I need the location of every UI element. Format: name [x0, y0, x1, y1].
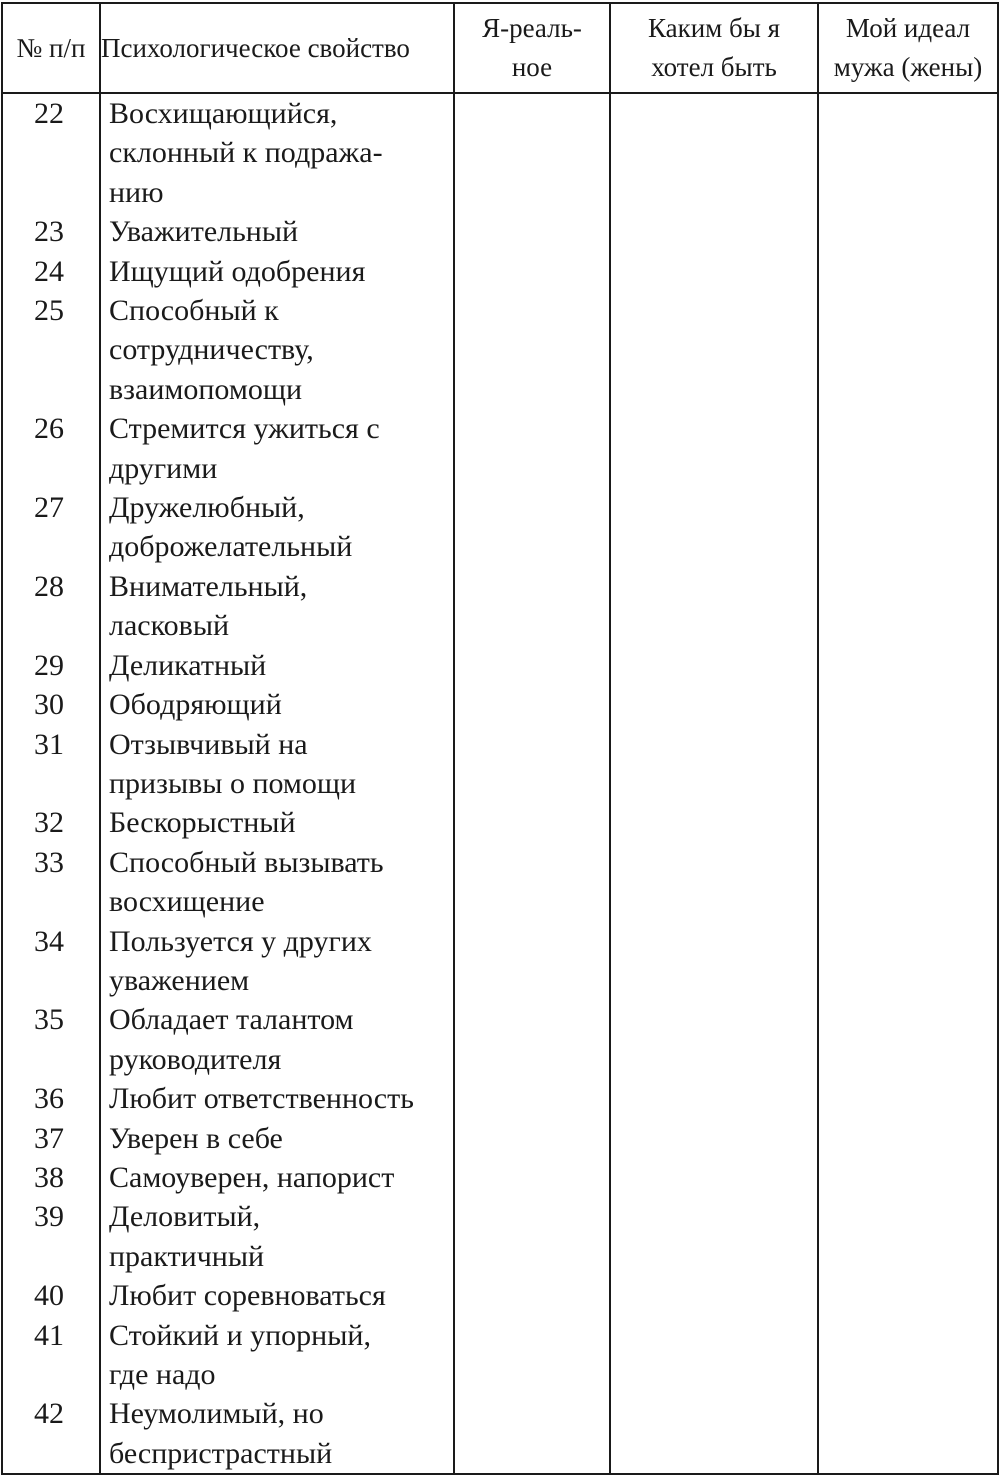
row-property-line: восхищение [109, 885, 265, 919]
cell-real-self[interactable] [454, 409, 610, 488]
cell-ideal-spouse[interactable] [818, 843, 998, 922]
row-property-line: Стойкий и упорный, [109, 1318, 371, 1352]
row-number: 24 [2, 252, 100, 291]
table-row [2, 1276, 998, 1315]
cell-ideal-spouse[interactable] [818, 212, 998, 251]
cell-desired-self[interactable] [610, 725, 818, 804]
cell-real-self[interactable] [454, 291, 610, 409]
row-number: 34 [2, 922, 100, 1001]
table-row [2, 1119, 998, 1158]
cell-desired-self[interactable] [610, 212, 818, 251]
table-row [2, 1000, 998, 1079]
cell-ideal-spouse[interactable] [818, 409, 998, 488]
row-property-line: Уважительный [109, 215, 299, 249]
row-property [100, 685, 454, 724]
header-desired-self-line: Каким бы я [647, 13, 781, 43]
row-number: 28 [2, 567, 100, 646]
header-row [2, 3, 998, 93]
cell-desired-self[interactable] [610, 567, 818, 646]
cell-desired-self[interactable] [610, 1316, 818, 1395]
row-property-line: призывы о помощи [109, 766, 357, 800]
table-header [2, 3, 998, 93]
row-property [100, 1276, 454, 1315]
cell-real-self[interactable] [454, 646, 610, 685]
table-row [2, 212, 998, 251]
header-real-self-line: Я-реаль- [482, 13, 582, 43]
header-real-self-line: ное [511, 52, 553, 82]
cell-real-self[interactable] [454, 252, 610, 291]
row-property [100, 922, 454, 1001]
row-property [100, 252, 454, 291]
cell-real-self[interactable] [454, 922, 610, 1001]
row-property-line: сотрудничеству, [109, 333, 314, 367]
cell-desired-self[interactable] [610, 922, 818, 1001]
table-row [2, 803, 998, 842]
row-number: 25 [2, 291, 100, 409]
row-number: 29 [2, 646, 100, 685]
cell-real-self[interactable] [454, 488, 610, 567]
row-property [100, 212, 454, 251]
cell-real-self[interactable] [454, 1079, 610, 1118]
cell-ideal-spouse[interactable] [818, 93, 998, 212]
header-desired-self-line: хотел быть [651, 52, 777, 82]
table-row [2, 843, 998, 922]
row-property-line: практичный [109, 1239, 265, 1273]
cell-ideal-spouse[interactable] [818, 1276, 998, 1315]
row-property-line: склонный к подража- [109, 136, 383, 170]
header-ideal-spouse-line: мужа (жены) [833, 52, 983, 82]
header-number-text: № п/п [16, 32, 86, 63]
row-number: 37 [2, 1119, 100, 1158]
row-property [100, 1079, 454, 1118]
row-number: 27 [2, 488, 100, 567]
header-number [2, 3, 100, 93]
row-number: 22 [2, 93, 100, 212]
row-property [100, 567, 454, 646]
table-row [2, 409, 998, 488]
table-row [2, 685, 998, 724]
row-property [100, 1316, 454, 1395]
cell-desired-self[interactable] [610, 803, 818, 842]
cell-ideal-spouse[interactable] [818, 725, 998, 804]
header-ideal-spouse [818, 3, 998, 93]
row-property-line: Деликатный [109, 648, 267, 682]
header-ideal-spouse-line: Мой идеал [845, 13, 971, 43]
table-row [2, 567, 998, 646]
cell-real-self[interactable] [454, 1276, 610, 1315]
row-property-line: Неумолимый, но [109, 1397, 324, 1431]
cell-ideal-spouse[interactable] [818, 567, 998, 646]
header-property [100, 3, 454, 93]
row-property-line: руководителя [109, 1042, 282, 1076]
cell-desired-self[interactable] [610, 252, 818, 291]
row-property-line: другими [109, 451, 218, 485]
cell-ideal-spouse[interactable] [818, 1079, 998, 1118]
table-row [2, 922, 998, 1001]
cell-real-self[interactable] [454, 1316, 610, 1395]
row-number: 32 [2, 803, 100, 842]
row-property-line: Восхищающийся, [109, 97, 338, 130]
cell-ideal-spouse[interactable] [818, 488, 998, 567]
cell-ideal-spouse[interactable] [818, 1119, 998, 1158]
row-property [100, 803, 454, 842]
row-number: 39 [2, 1197, 100, 1276]
cell-desired-self[interactable] [610, 93, 818, 212]
row-property-line: Любит ответственность [109, 1082, 414, 1116]
cell-desired-self[interactable] [610, 291, 818, 409]
row-property-line: Ищущий одобрения [109, 254, 366, 288]
cell-real-self[interactable] [454, 843, 610, 922]
cell-ideal-spouse[interactable] [818, 1394, 998, 1474]
row-property [100, 409, 454, 488]
row-property-line: Деловитый, [109, 1200, 261, 1234]
row-property-line: уважением [109, 963, 250, 997]
cell-ideal-spouse[interactable] [818, 1000, 998, 1079]
row-property-line: Способный к [109, 294, 279, 328]
row-number: 42 [2, 1394, 100, 1474]
cell-ideal-spouse[interactable] [818, 803, 998, 842]
cell-real-self[interactable] [454, 212, 610, 251]
table-row [2, 725, 998, 804]
cell-real-self[interactable] [454, 1000, 610, 1079]
row-property [100, 93, 454, 212]
table-row [2, 1197, 998, 1276]
cell-real-self[interactable] [454, 1119, 610, 1158]
cell-real-self[interactable] [454, 1158, 610, 1197]
row-property [100, 1197, 454, 1276]
cell-real-self[interactable] [454, 803, 610, 842]
cell-ideal-spouse[interactable] [818, 291, 998, 409]
row-property-line: нию [109, 175, 164, 209]
table-row [2, 1158, 998, 1197]
row-number: 41 [2, 1316, 100, 1395]
row-property-line: Любит соревноваться [109, 1279, 386, 1313]
cell-real-self[interactable] [454, 725, 610, 804]
row-property-line: Обладает талантом [109, 1003, 354, 1037]
cell-desired-self[interactable] [610, 1079, 818, 1118]
row-property-line: беспристрастный [109, 1436, 333, 1470]
table-row [2, 93, 998, 212]
cell-ideal-spouse[interactable] [818, 1158, 998, 1197]
cell-desired-self[interactable] [610, 1000, 818, 1079]
row-number: 40 [2, 1276, 100, 1315]
row-property-line: Стремится ужиться с [109, 412, 380, 446]
row-property [100, 1394, 454, 1474]
cell-real-self[interactable] [454, 685, 610, 724]
row-number: 26 [2, 409, 100, 488]
cell-desired-self[interactable] [610, 1158, 818, 1197]
row-property [100, 725, 454, 804]
row-property-line: взаимопомощи [109, 372, 302, 406]
row-property-line: Пользуется у других [109, 924, 372, 958]
row-property [100, 1000, 454, 1079]
row-property [100, 488, 454, 567]
row-number: 35 [2, 1000, 100, 1079]
row-property [100, 1119, 454, 1158]
row-property [100, 646, 454, 685]
table-row [2, 646, 998, 685]
table-row [2, 291, 998, 409]
cell-desired-self[interactable] [610, 1276, 818, 1315]
cell-ideal-spouse[interactable] [818, 685, 998, 724]
table-row [2, 1394, 998, 1474]
cell-desired-self[interactable] [610, 488, 818, 567]
row-property-line: где надо [109, 1358, 216, 1391]
cell-ideal-spouse[interactable] [818, 1197, 998, 1276]
header-desired-self [610, 3, 818, 93]
cell-real-self[interactable] [454, 1197, 610, 1276]
cell-ideal-spouse[interactable] [818, 252, 998, 291]
cell-desired-self[interactable] [610, 843, 818, 922]
cell-desired-self[interactable] [610, 646, 818, 685]
row-property-line: ласковый [109, 609, 230, 643]
cell-desired-self[interactable] [610, 685, 818, 724]
row-property-line: Уверен в себе [109, 1121, 283, 1155]
row-property-line: доброжелательный [109, 530, 353, 564]
cell-ideal-spouse[interactable] [818, 922, 998, 1001]
row-property-line: Отзывчивый на [109, 727, 308, 761]
table-body [2, 93, 998, 1474]
row-property-line: Способный вызывать [109, 845, 384, 879]
row-number: 33 [2, 843, 100, 922]
row-number: 23 [2, 212, 100, 251]
table-row [2, 1316, 998, 1395]
table-row [2, 1079, 998, 1118]
row-number: 38 [2, 1158, 100, 1197]
psych-properties-table [1, 2, 999, 1475]
cell-desired-self[interactable] [610, 1119, 818, 1158]
cell-desired-self[interactable] [610, 1394, 818, 1474]
table-row [2, 252, 998, 291]
cell-ideal-spouse[interactable] [818, 646, 998, 685]
row-property-line: Дружелюбный, [109, 491, 305, 525]
row-property [100, 291, 454, 409]
row-property [100, 843, 454, 922]
row-property-line: Самоуверен, напорист [109, 1160, 395, 1194]
row-property-line: Ободряющий [109, 688, 282, 722]
table-row [2, 488, 998, 567]
row-property-line: Внимательный, [109, 569, 308, 603]
header-property-text: Психологическое свойство [101, 32, 410, 63]
row-property-line: Бескорыстный [109, 806, 296, 840]
row-number: 31 [2, 725, 100, 804]
cell-desired-self[interactable] [610, 1197, 818, 1276]
row-property [100, 1158, 454, 1197]
header-real-self [454, 3, 610, 93]
cell-real-self[interactable] [454, 1394, 610, 1474]
cell-real-self[interactable] [454, 567, 610, 646]
row-number: 30 [2, 685, 100, 724]
cell-desired-self[interactable] [610, 409, 818, 488]
row-number: 36 [2, 1079, 100, 1118]
cell-real-self[interactable] [454, 93, 610, 212]
cell-ideal-spouse[interactable] [818, 1316, 998, 1395]
